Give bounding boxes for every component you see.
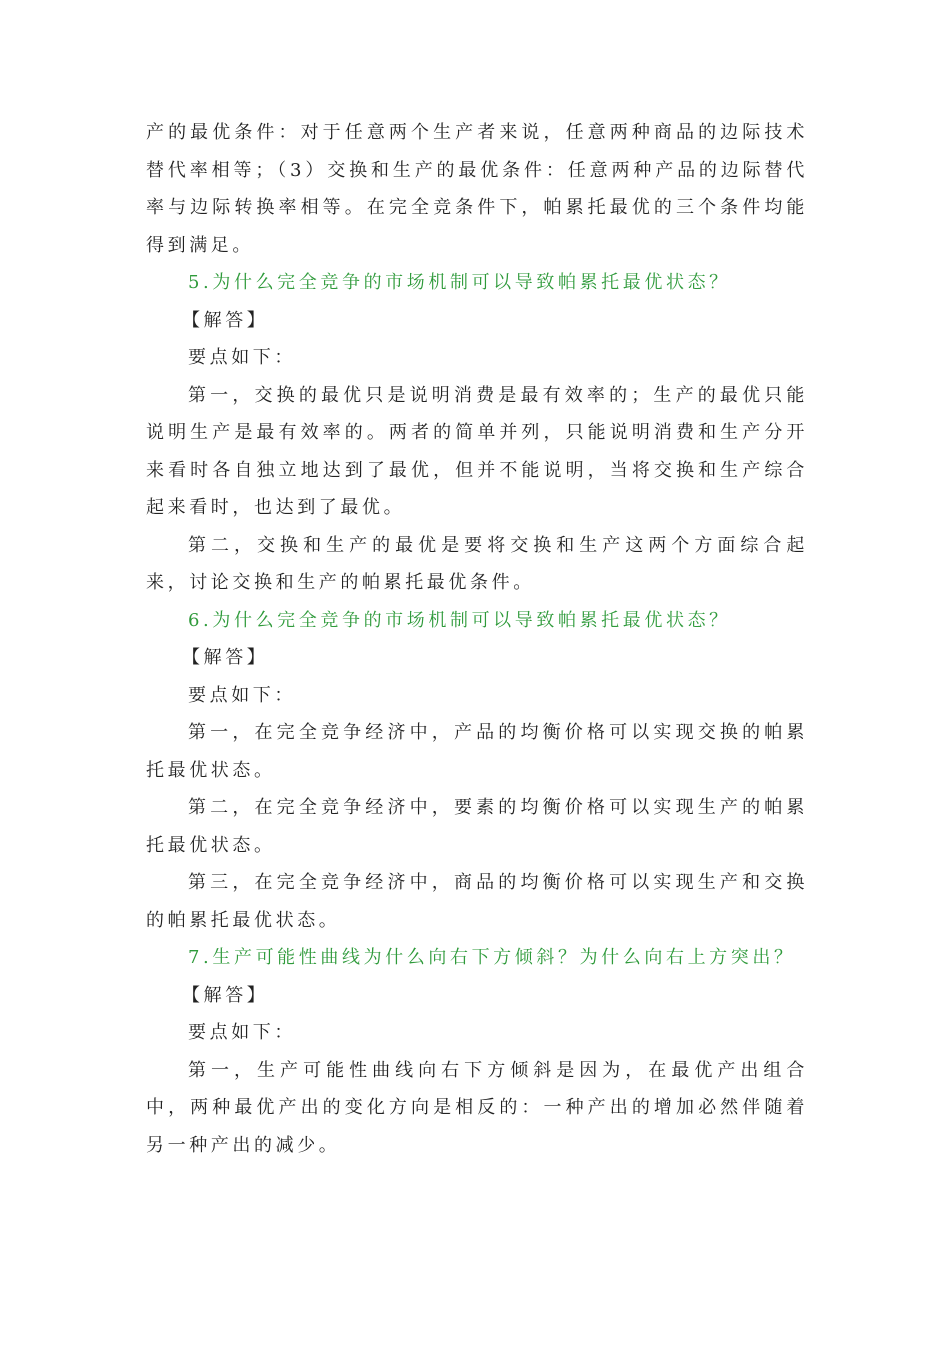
- key-points-intro: 要点如下：: [188, 347, 296, 368]
- key-points-intro: 要点如下：: [188, 1022, 296, 1043]
- paragraph-continuation: 产的最优条件：对于任意两个生产者来说，任意两种商品的边际技术替代率相等；（3）交换和生产的最优条件：任意两种产品的边际替代率与边际转换率相等。在完全竞条件下，帕累托最优的三个条件均能得到满足。: [146, 122, 808, 256]
- question-6: 6.为什么完全竞争的市场机制可以导致帕累托最优状态？: [188, 609, 731, 631]
- answer-paragraph: 第一，在完全竞争经济中，产品的均衡价格可以实现交换的帕累托最优状态。: [146, 722, 808, 781]
- answer-label: 【解答】: [182, 984, 269, 1006]
- answer-label: 【解答】: [182, 309, 269, 331]
- answer-paragraph: 第二，在完全竞争经济中，要素的均衡价格可以实现生产的帕累托最优状态。: [146, 797, 808, 856]
- answer-paragraph: 第二，交换和生产的最优是要将交换和生产这两个方面综合起来，讨论交换和生产的帕累托最优条件。: [146, 534, 808, 593]
- question-5: 5.为什么完全竞争的市场机制可以导致帕累托最优状态？: [188, 272, 731, 293]
- answer-label: 【解答】: [182, 647, 269, 668]
- answer-paragraph: 第一，交换的最优只是说明消费是最有效率的；生产的最优只能说明生产是最有效率的。两者的简单并列，只能说明消费和生产分开来看时各自独立地达到了最优，但并不能说明，当将交换和生产综合起来看时，也达到了最优。: [146, 384, 808, 518]
- answer-paragraph: 第三，在完全竞争经济中，商品的均衡价格可以实现生产和交换的帕累托最优状态。: [146, 872, 808, 931]
- question-7: 7.生产可能性曲线为什么向右下方倾斜？为什么向右上方突出？: [188, 947, 796, 968]
- key-points-intro: 要点如下：: [188, 684, 296, 706]
- document-page: [146, 114, 808, 1164]
- answer-paragraph: 第一，生产可能性曲线向右下方倾斜是因为，在最优产出组合中，两种最优产出的变化方向是相反的：一种产出的增加必然伴随着另一种产出的减少。: [146, 1059, 808, 1156]
